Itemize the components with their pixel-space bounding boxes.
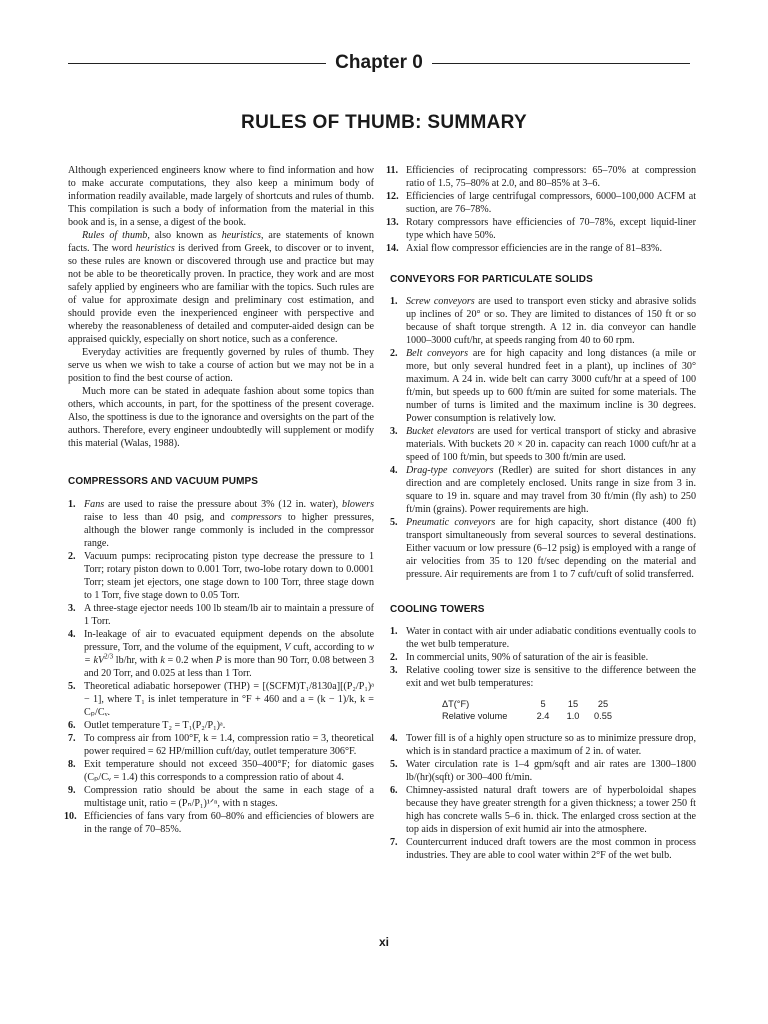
compressors-list (64, 498, 374, 836)
list-item: 10. Efficiencies of fans vary from 60–80% and efficiencies of blowers are in the range of 70–85%. (64, 811, 374, 835)
cooling-list-continued (390, 732, 696, 862)
list-item: 5. Theoretical adiabatic horsepower (THP) = [(SCFM)T₁/8130a][(P₂/P₁)ᵃ − 1], where T₁ is inlet temperature in °F + 460 and a = (k − 1)/k, k = Cₚ/Cᵥ. (68, 681, 374, 718)
list-item: 7. To compress air from 100°F, k = 1.4, compression ratio = 3, theoretical power required = 62 HP/million cuft/day, outlet temperature 306°F. (68, 733, 374, 757)
table-cell: 15 (567, 699, 579, 709)
table-row (442, 710, 696, 722)
list-item: 4. Drag-type conveyors (Redler) are suited for short distances in any direction and are completely enclosed. Units range in size from 3 in. square to 19 in. square and may travel from 30 ft/min (fly ash) to 250 ft/min (grains). Power requirements are high. (390, 465, 696, 515)
list-item: 2. Belt conveyors are for high capacity and long distances (a mile or more, but only several hundred feet in a plant), up inclines of 30° maximum. A 24 in. wide belt can carry 3000 cuft/hr at a speed of 100 ft/min, but speeds up to 600 ft/min are suited for some materials. The number of turns is limited and the maximum incline is 30 degrees. Power consumption is relatively low. (390, 348, 696, 424)
list-item: 14. Axial flow compressor efficiencies are in the range of 81–83%. (386, 243, 662, 254)
table-cell: 0.55 (594, 711, 612, 721)
intro-paragraph-3: Everyday activities are frequently governed by rules of thumb. They serve us when we wish to take a course of action but we may not be in a position to find the best course of action. (68, 347, 374, 384)
list-item: 2. Vacuum pumps: reciprocating piston type decrease the pressure to 1 Torr; rotary piston down to 0.001 Torr, two-lobe rotary down to 0.0001 Torr; steam jet ejectors, one stage down to 100 Torr, three stage down to 1 Torr, five stage down to 0.05 Torr. (68, 551, 374, 601)
header-rule-left (68, 63, 326, 64)
right-column (386, 164, 697, 862)
cooling-tower-size-table (442, 698, 696, 722)
cooling-list (390, 625, 696, 690)
header-rule-right (432, 63, 690, 64)
section-heading-cooling-towers: COOLING TOWERS (390, 604, 485, 615)
list-item: 13. Rotary compressors have efficiencies of 70–78%, except liquid-liner type which have 50%. (386, 217, 696, 241)
table-cell: 25 (597, 699, 609, 709)
list-item: 3. Relative cooling tower size is sensitive to the difference between the exit and wet bulb temperatures: (390, 665, 696, 689)
table-row (442, 698, 696, 710)
list-item: 6. Chimney-assisted natural draft towers are of hyperboloidal shapes because they have greater strength for a given thickness; a tower 250 ft high has concrete walls 5–6 in. thick. The enlarged cross section at the top aids in dispersion of exit humid air into the atmosphere. (390, 785, 696, 835)
section-heading-conveyors: CONVEYORS FOR PARTICULATE SOLIDS (390, 274, 593, 285)
table-cell: 2.4 (536, 711, 550, 721)
list-item: 3. Bucket elevators are used for vertical transport of sticky and abrasive materials. With buckets 20 × 20 in. capacity can reach 1000 cuft/hr at a speed of 100 ft/min, but speeds to 300 ft/min are used. (390, 426, 697, 463)
list-item: 7. Countercurrent induced draft towers are the most common in process industries. They are able to cool water within 2°F of the wet bulb. (390, 837, 696, 861)
list-item: 4. Tower fill is of a highly open structure so as to minimize pressure drop, which is in standard practice a maximum of 2 in. of water. (390, 733, 696, 757)
table-row-label: Relative volume (442, 711, 508, 721)
list-item: 5. Pneumatic conveyors are for high capacity, short distance (400 ft) transport simultaneously from several sources to several destinations. Either vacuum or low pressure (6–12 psig) is employed with a range of air velocities from 35 to 120 ft/sec depending on the material and pressure. Air requirements are from 1 to 7 cuft/cuft of solid transferred. (390, 517, 696, 580)
list-item: 12. Efficiencies of large centrifugal compressors, 6000–100,000 ACFM at suction, are 76–78%. (386, 191, 696, 215)
chapter-header (68, 52, 690, 74)
list-item: 1. Water in contact with air under adiabatic conditions eventually cools to the wet bulb temperature. (390, 626, 696, 650)
table-row-label: ΔT(°F) (442, 699, 470, 709)
list-item: 8. Exit temperature should not exceed 350–400°F; for diatomic gases (Cₚ/Cᵥ = 1.4) this corresponds to a compression ratio of about 4. (68, 759, 374, 783)
list-item: 5. Water circulation rate is 1–4 gpm/sqft and air rates are 1300–1800 lb/(hr)(sqft) or 300–400 ft/min. (390, 759, 696, 783)
list-item: 3. A three-stage ejector needs 100 lb steam/lb air to maintain a pressure of 1 Torr. (68, 603, 374, 627)
list-item: 6. Outlet temperature T₂ = T₁(P₂/P₁)ᵃ. (68, 720, 226, 731)
list-item: 4. In-leakage of air to evacuated equipment depends on the absolute pressure, Torr, and the volume of the equipment, V cuft, according to $w = kV^{2/3}$ lb/hr, with k = 0.2 when P is more than 90 Torr, 0.08 between 3 and 20 Torr, and 0.025 at less than 1 Torr. (68, 629, 374, 679)
list-item: 9. Compression ratio should be about the same in each stage of a multistage unit, ratio = (Pₙ/P₁)¹ᐟⁿ, with n stages. (68, 785, 374, 809)
conveyors-list (390, 295, 696, 581)
list-item: 1. Screw conveyors are used to transport even sticky and abrasive solids up inclines of 20° or so. They are limited to distances of 150 ft or so because of shaft torque strength. A 12 in. dia conveyor can handle 1000–3000 cuft/hr, at speeds ranging from 40 to 60 rpm. (390, 296, 696, 346)
list-item: 1. Fans are used to raise the pressure about 3% (12 in. water), blowers raise to less than 40 psig, and compressors to higher pressures, although the blower range commonly is included in the compressor range. (68, 499, 374, 549)
left-column (64, 164, 375, 836)
page-title: RULES OF THUMB: SUMMARY (241, 112, 527, 133)
list-item: 2. In commercial units, 90% of saturation of the air is feasible. (390, 652, 649, 663)
intro-paragraph-4: Much more can be stated in adequate fashion about some topics than others, which accounts, in part, for the spottiness of the present coverage. Also, the spottiness is due to the ignorance and oversights on the part of the authors. Therefore, every engineer undoubtedly will supplement or modify this material (Walas, 1988). (68, 386, 374, 449)
table-cell: 1.0 (566, 711, 580, 721)
intro-paragraph-2: Rules of thumb, also known as heuristics, are statements of known facts. The word heuristics is derived from Greek, to discover or to invent, so these rules are known or discovered through use and practice but may not be able to be theoretically proven. In practice, they work and are most safely applied by engineers who are familiar with the topics. Such rules are of value for approximate design and preliminary cost estimation, and should provide even the inexperienced engineer with perspective and whereby the reasonableness of detailed and computer-aided design can be appraised quickly, especially on short notice, such as a conference. (68, 230, 375, 345)
table-cell: 5 (540, 699, 546, 709)
page-number: xi (378, 935, 389, 949)
chapter-title: Chapter 0 (335, 52, 423, 73)
compressors-list-continued (386, 164, 696, 255)
section-heading-compressors: COMPRESSORS AND VACUUM PUMPS (68, 476, 259, 487)
intro-paragraph-1: Although experienced engineers know where to find information and how to make accurate computations, they also keep a minimum body of information readily available, made largely of shortcuts and rules of thumb. This compilation is such a body of information from the material in this book and is, in a sense, a digest of the book. (68, 165, 374, 228)
list-item: 11. Efficiencies of reciprocating compressors: 65–70% at compression ratio of 1.5, 75–80% at 2.0, and 80–85% at 3–6. (386, 165, 696, 189)
